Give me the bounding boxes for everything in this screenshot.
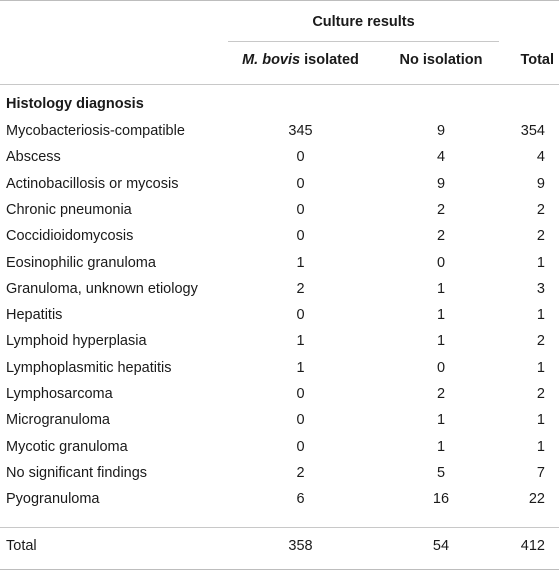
no-isolation-value: 1 <box>436 333 446 349</box>
no-isolation-value: 0 <box>436 255 446 271</box>
total-value: 4 <box>536 149 545 165</box>
mbovis-isolated-value: 1 <box>296 360 305 376</box>
no-isolation-value: 1 <box>436 281 446 297</box>
row-label: Chronic pneumonia <box>6 202 132 218</box>
total-value: 1 <box>536 255 545 271</box>
total-row-label: Total <box>6 538 37 554</box>
row-label: Mycobacteriosis-compatible <box>6 123 185 139</box>
total-mbovis-value: 358 <box>288 538 313 554</box>
row-label: Pyogranuloma <box>6 491 100 507</box>
culture-results-header: Culture results <box>312 14 415 30</box>
mbovis-isolated-value: 0 <box>296 386 305 402</box>
mbovis-isolated-value: 1 <box>296 255 305 271</box>
total-value: 2 <box>536 386 545 402</box>
column-header-total: Total <box>520 52 554 68</box>
no-isolation-value: 2 <box>436 228 446 244</box>
row-label: Coccidioidomycosis <box>6 228 134 244</box>
mbovis-isolated-value: 1 <box>296 333 305 349</box>
header-rule <box>0 84 559 85</box>
total-value: 2 <box>536 228 545 244</box>
no-isolation-value: 1 <box>436 412 446 428</box>
row-label: Microgranuloma <box>6 412 110 428</box>
total-value: 7 <box>536 465 545 481</box>
total-value: 3 <box>536 281 545 297</box>
total-value: 1 <box>536 439 545 455</box>
no-isolation-value: 9 <box>436 176 446 192</box>
total-value: 354 <box>520 123 545 139</box>
row-label: No significant findings <box>6 465 148 481</box>
mbovis-isolated-value: 0 <box>296 439 305 455</box>
mbovis-isolated-value: 6 <box>296 491 305 507</box>
row-label: Mycotic granuloma <box>6 439 128 455</box>
row-label: Lymphoid hyperplasia <box>6 333 147 349</box>
total-no-isolation-value: 54 <box>432 538 450 554</box>
total-value: 2 <box>536 333 545 349</box>
total-value: 22 <box>528 491 545 507</box>
total-value: 1 <box>536 412 545 428</box>
mbovis-isolated-value: 0 <box>296 307 305 323</box>
mbovis-isolated-value: 0 <box>296 176 305 192</box>
row-label: Eosinophilic granuloma <box>6 255 156 271</box>
no-isolation-value: 5 <box>436 465 446 481</box>
row-label: Lymphosarcoma <box>6 386 113 402</box>
total-value: 1 <box>536 360 545 376</box>
row-label: Granuloma, unknown etiology <box>6 281 198 297</box>
row-label: Abscess <box>6 149 61 165</box>
row-label: Actinobacillosis or mycosis <box>6 176 179 192</box>
mbovis-isolated-value: 2 <box>296 281 305 297</box>
mbovis-isolated-value: 2 <box>296 465 305 481</box>
no-isolation-value: 2 <box>436 202 446 218</box>
total-rule <box>0 527 559 528</box>
mbovis-species-name: M. bovis <box>242 52 301 68</box>
mbovis-isolated-value: 0 <box>296 228 305 244</box>
table-top-rule <box>0 0 559 1</box>
column-header-no-isolation: No isolation <box>399 52 483 68</box>
row-label: Hepatitis <box>6 307 63 323</box>
total-total-value: 412 <box>520 538 545 554</box>
no-isolation-value: 4 <box>436 149 446 165</box>
total-value: 9 <box>536 176 545 192</box>
no-isolation-value: 1 <box>436 307 446 323</box>
total-value: 1 <box>536 307 545 323</box>
mbovis-isolated-value: 345 <box>288 123 313 139</box>
mbovis-isolated-value: 0 <box>296 412 305 428</box>
row-label: Lymphoplasmitic hepatitis <box>6 360 172 376</box>
no-isolation-value: 0 <box>436 360 446 376</box>
column-header-mbovis-isolated <box>228 51 373 69</box>
mbovis-isolated-value: 0 <box>296 149 305 165</box>
group-header-rule <box>228 41 499 42</box>
no-isolation-value: 1 <box>436 439 446 455</box>
mbovis-isolated-value: 0 <box>296 202 305 218</box>
no-isolation-value: 16 <box>432 491 450 507</box>
no-isolation-value: 2 <box>436 386 446 402</box>
section-title: Histology diagnosis <box>6 96 144 112</box>
total-value: 2 <box>536 202 545 218</box>
no-isolation-value: 9 <box>436 123 446 139</box>
isolated-label: isolated <box>300 52 359 68</box>
